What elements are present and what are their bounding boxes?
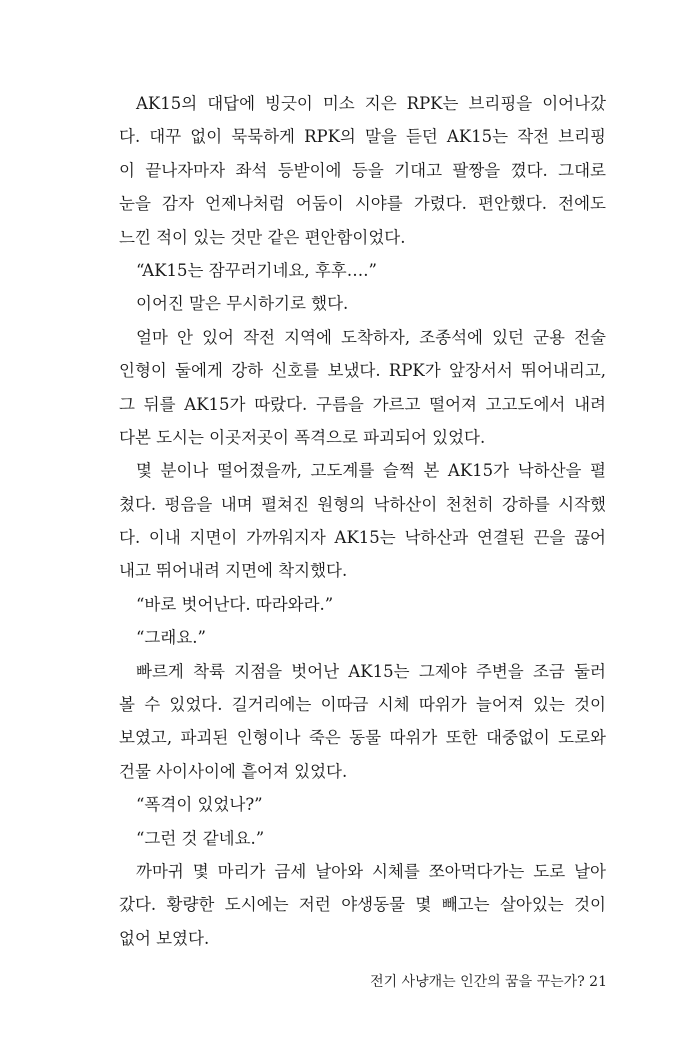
text-line: “폭격이 있었나?” bbox=[136, 795, 263, 815]
text-line: 인형이 둘에게 강하 신호를 보냈다. RPK가 앞장서서 뛰어내리고, bbox=[119, 361, 606, 381]
text-line: 까마귀 몇 마리가 금세 날아와 시체를 쪼아먹다가는 도로 날아 bbox=[136, 861, 606, 881]
text-line: 이 끝나자마자 좌석 등받이에 등을 기대고 팔짱을 꼈다. 그대로 bbox=[119, 160, 606, 180]
text-line: 내고 뛰어내려 지면에 착지했다. bbox=[119, 561, 348, 581]
text-line: AK15의 대답에 빙긋이 미소 지은 RPK는 브리핑을 이어나갔 bbox=[136, 94, 606, 113]
text-line: 몇 분이나 떨어졌을까, 고도계를 슬쩍 본 AK15가 낙하산을 펼 bbox=[136, 461, 606, 481]
text-line: 쳤다. 펑음을 내며 펼쳐진 원형의 낙하산이 천천히 강하를 시작했 bbox=[119, 494, 606, 514]
text-line: 다본 도시는 이곳저곳이 폭격으로 파괴되어 있었다. bbox=[119, 427, 486, 447]
text-line: 볼 수 있었다. 길거리에는 이따금 시체 따위가 늘어져 있는 것이 bbox=[119, 695, 606, 715]
text-line: “AK15는 잠꾸러기네요, 후후….” bbox=[136, 260, 377, 280]
page-body bbox=[119, 87, 606, 955]
text-line: 느낀 적이 있는 것만 같은 편안함이었다. bbox=[119, 227, 406, 247]
text-line: 눈을 감자 언제나처럼 어둠이 시야를 가렸다. 편안했다. 전에도 bbox=[119, 194, 606, 214]
text-line: “그래요.” bbox=[136, 628, 206, 648]
page-footer bbox=[370, 972, 607, 992]
text-line: 빠르게 착륙 지점을 벗어난 AK15는 그제야 주변을 조금 둘러 bbox=[136, 661, 606, 681]
text-line: 보였고, 파괴된 인형이나 죽은 동물 따위가 또한 대중없이 도로와 bbox=[119, 728, 606, 748]
text-line: “그런 것 같네요.” bbox=[136, 828, 265, 848]
text-line: 이어진 말은 무시하기로 했다. bbox=[136, 294, 349, 314]
running-title: 전기 사냥개는 인간의 꿈을 꾸는가? bbox=[370, 974, 585, 990]
text-line: 건물 사이사이에 흩어져 있었다. bbox=[119, 761, 348, 781]
page-number: 21 bbox=[589, 974, 607, 990]
text-line: 갔다. 황량한 도시에는 저런 야생동물 몇 빼고는 살아있는 것이 bbox=[119, 895, 606, 915]
text-line: 그 뒤를 AK15가 따랐다. 구름을 가르고 떨어져 고고도에서 내려 bbox=[119, 394, 606, 414]
text-line: “바로 벗어난다. 따라와라.” bbox=[136, 594, 334, 614]
text-line: 얼마 안 있어 작전 지역에 도착하자, 조종석에 있던 군용 전술 bbox=[136, 327, 606, 347]
text-line: 다. 대꾸 없이 묵묵하게 RPK의 말을 듣던 AK15는 작전 브리핑 bbox=[119, 127, 606, 147]
text-line: 없어 보였다. bbox=[119, 928, 210, 948]
text-line: 다. 이내 지면이 가까워지자 AK15는 낙하산과 연결된 끈을 끊어 bbox=[119, 528, 606, 548]
